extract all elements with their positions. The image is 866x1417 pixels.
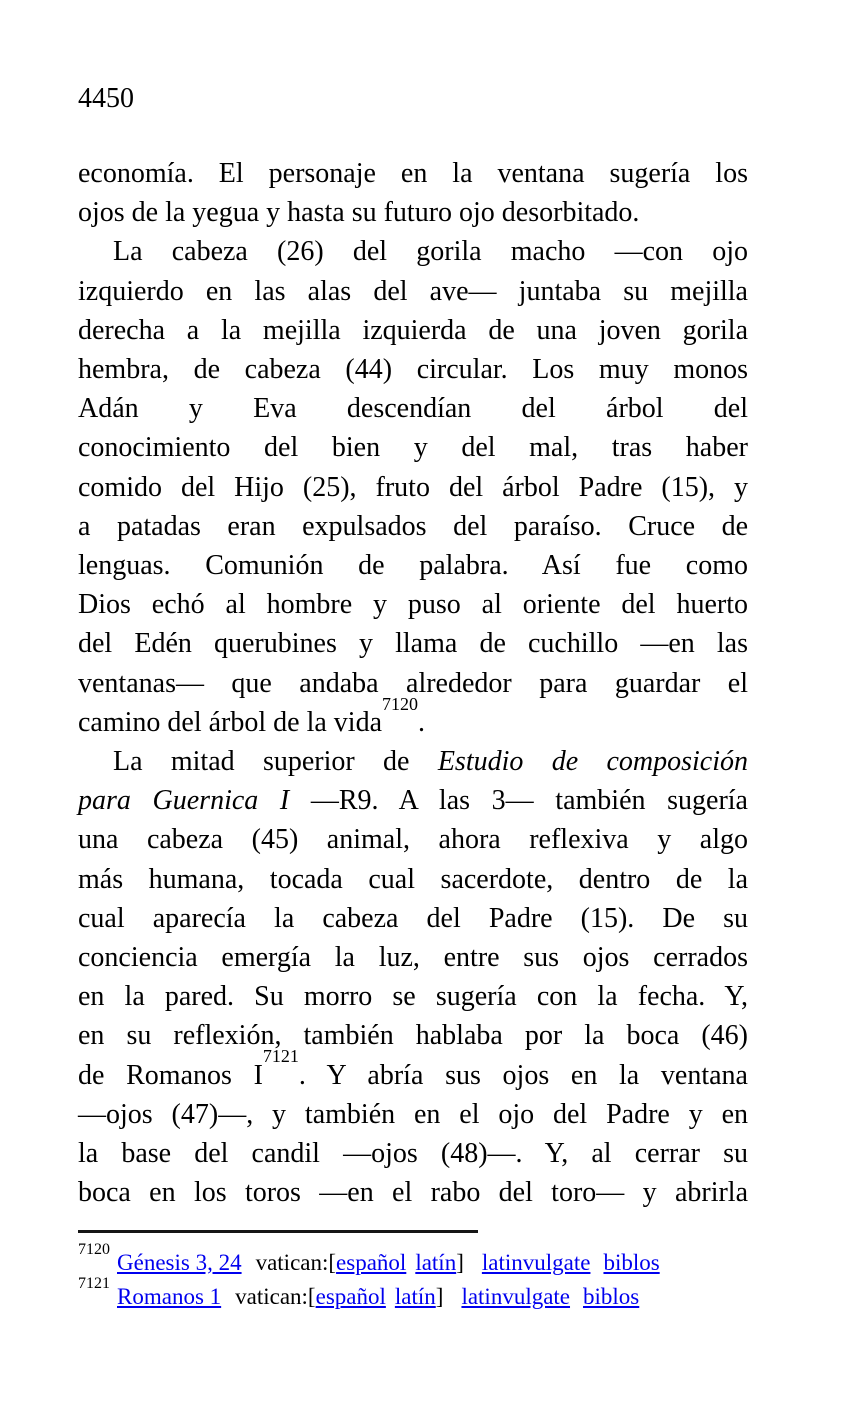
text-line: derecha a la mejilla izquierda de una joven gorila	[78, 314, 748, 346]
text-line: ventanas— que andaba alrededor para guardar el	[78, 667, 748, 699]
footnote-plain-bracket: ]	[456, 1250, 464, 1275]
text-line: una cabeza (45) animal, ahora reflexiva y algo	[78, 824, 748, 856]
line-text: La mitad superior de	[113, 746, 438, 778]
footnote-ref-7120: 7120	[382, 693, 418, 714]
text-line: en la pared. Su morro se sugería con la fecha. Y,	[78, 981, 748, 1013]
text-line	[78, 742, 748, 781]
line-text: camino del árbol de la vida	[78, 706, 382, 738]
footnote-link-genesis-3-24[interactable]: Génesis 3, 24	[117, 1250, 242, 1275]
text-line: más humana, tocada cual sacerdote, dentro de la	[78, 863, 748, 895]
footnote-link-latin[interactable]: latín	[415, 1250, 457, 1275]
text-line: la base del candil —ojos (48)—. Y, al cerrar su	[78, 1138, 748, 1170]
text-line: ojos de la yegua y hasta su futuro ojo desorbitado.	[78, 197, 640, 229]
text-line: economía. El personaje en la ventana sugería los	[78, 158, 748, 189]
work-title-italic: Estudio de composición	[437, 746, 748, 778]
text-line: lenguas. Comunión de palabra. Así fue como	[78, 550, 748, 582]
text-line: Adán y Eva descendían del árbol del	[78, 393, 748, 425]
text-line: comido del Hijo (25), fruto del árbol Padre (15), y	[78, 471, 748, 503]
footnote-link-latin[interactable]: latín	[394, 1284, 436, 1309]
footnote-marker: 7121	[78, 1275, 110, 1293]
text-line: boca en los toros —en el rabo del toro— y abrirla	[78, 1177, 748, 1209]
text-line	[78, 693, 748, 742]
footnote-link-espanol[interactable]: español	[315, 1284, 386, 1309]
work-title-italic: para Guernica I	[78, 785, 290, 817]
text-line: a patadas eran expulsados del paraíso. Cruce de	[78, 510, 748, 542]
footnote-link-romanos-1[interactable]: Romanos 1	[117, 1284, 222, 1309]
line-text: —R9. A las 3— también sugería	[289, 785, 748, 817]
footnote-plain-bracket: ]	[435, 1284, 444, 1309]
text-line: izquierdo en las alas del ave— juntaba su mejilla	[78, 275, 748, 307]
text-line: hembra, de cabeza (44) circular. Los muy monos	[78, 354, 748, 386]
text-line: del Edén querubines y llama de cuchillo —en las	[78, 628, 748, 660]
text-line	[78, 781, 748, 820]
text-line: en su reflexión, también hablaba por la boca (46)	[78, 1020, 748, 1052]
footnote-link-latinvulgate[interactable]: latinvulgate	[461, 1284, 571, 1309]
body-text	[78, 154, 748, 1212]
footnote-plain-text: vatican:[	[255, 1250, 337, 1275]
line-text: .	[418, 706, 425, 738]
footnote-link-biblos[interactable]: biblos	[583, 1284, 640, 1309]
footnote-link-espanol[interactable]: español	[336, 1250, 407, 1275]
text-line	[78, 1046, 748, 1095]
footnote-ref-7121: 7121	[262, 1046, 299, 1067]
line-text: de Romanos I	[78, 1059, 263, 1091]
footnote-link-latinvulgate[interactable]: latinvulgate	[481, 1250, 591, 1275]
text-line: conciencia emergía la luz, entre sus ojos cerrados	[78, 942, 748, 974]
text-line: —ojos (47)—, y también en el ojo del Padre y en	[78, 1098, 748, 1130]
footnote-7120	[78, 1241, 788, 1280]
footnote-plain-text: vatican:[	[235, 1284, 316, 1309]
text-line: cual aparecía la cabeza del Padre (15). De su	[78, 902, 748, 934]
footnote-link-biblos[interactable]: biblos	[603, 1250, 660, 1275]
page-number: 4450	[78, 83, 134, 114]
line-text: . Y abría sus ojos en la ventana	[298, 1059, 748, 1091]
footnote-marker: 7120	[78, 1241, 110, 1259]
text-line: Dios echó al hombre y puso al oriente del huerto	[78, 589, 748, 621]
text-line: La cabeza (26) del gorila macho —con ojo	[113, 236, 748, 268]
text-line: conocimiento del bien y del mal, tras haber	[78, 432, 748, 464]
footnote-7121	[78, 1275, 788, 1314]
footnotes	[78, 1241, 788, 1314]
footnote-separator	[78, 1230, 478, 1233]
